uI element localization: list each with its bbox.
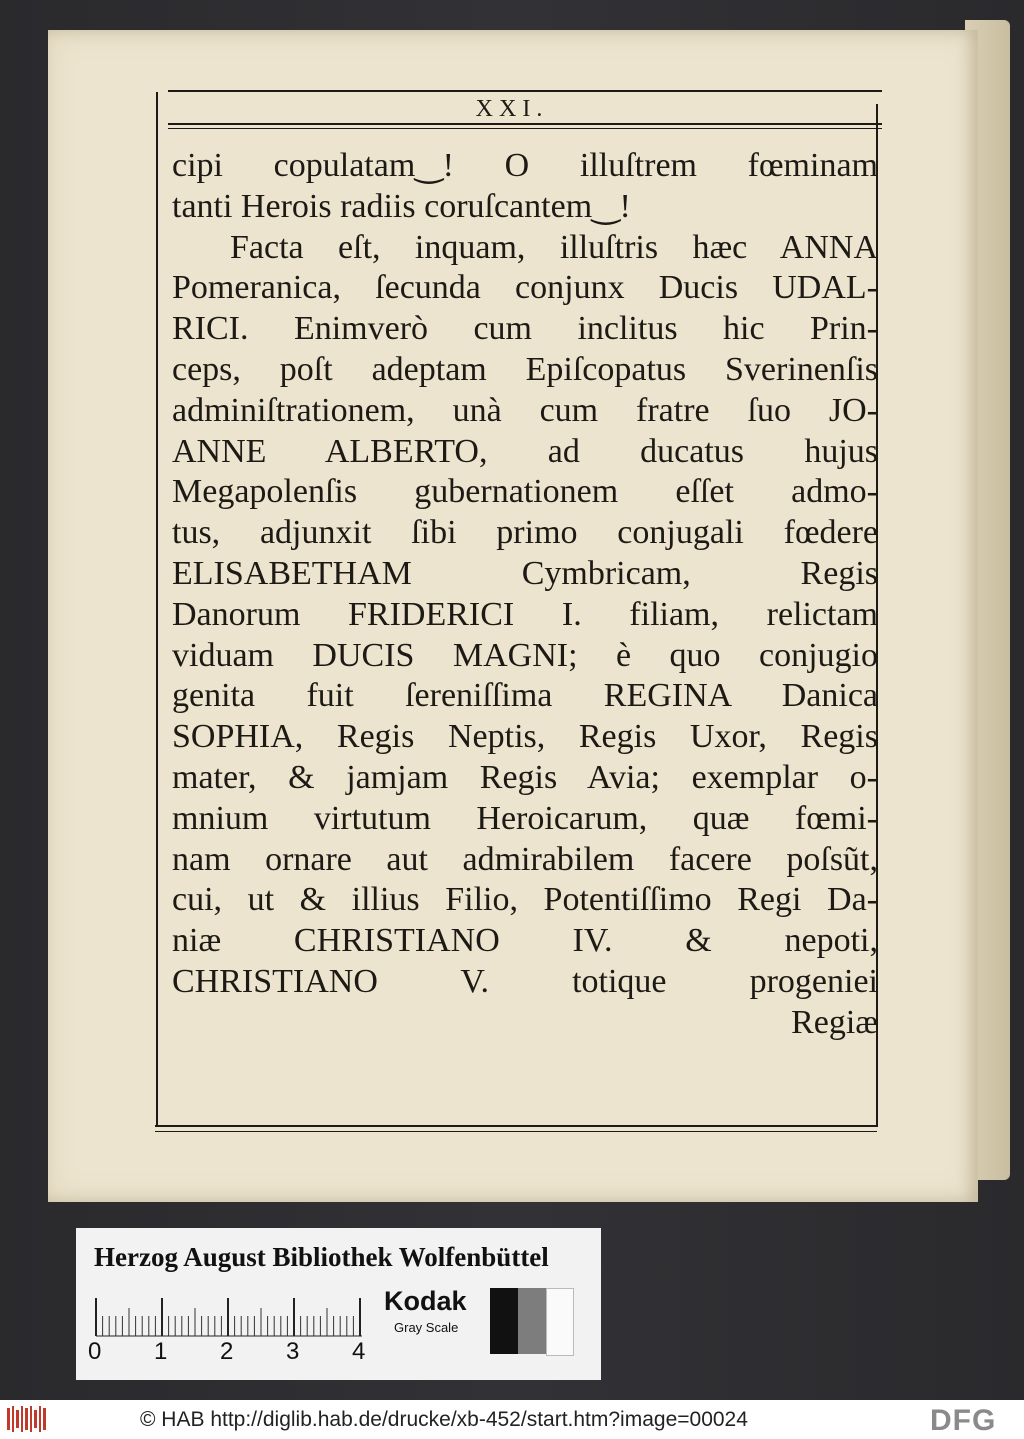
library-name: Herzog August Bibliothek Wolfenbüttel xyxy=(94,1242,549,1272)
text-line: ELISABETHAM Cymbricam, Regis xyxy=(172,554,878,592)
page-number: XXI. xyxy=(475,96,549,122)
text-line: adminiſtrationem, unà cum fratre ſuo JO- xyxy=(172,391,878,429)
text-line: nam ornare aut admirabilem facere poſsũt, xyxy=(172,840,878,878)
kodak-logo: Kodak xyxy=(384,1286,467,1316)
ruler-number: 2 xyxy=(220,1338,234,1365)
text-line: Facta eſt, inquam, illuſtris hæc ANNA xyxy=(230,228,878,266)
frame-rule-left xyxy=(156,92,158,1127)
text-line: CHRISTIANO V. totique progeniei xyxy=(172,962,878,1000)
text-line: Megapolenſis gubernationem eſſet admo- xyxy=(172,473,878,511)
text-line: ceps, poſt adeptam Epiſcopatus Sverinenſis xyxy=(172,350,878,388)
gray-patch-black xyxy=(490,1288,518,1354)
ruler-number: 0 xyxy=(88,1338,102,1365)
text-line: tus, adjunxit ſibi primo conjugali fœdere xyxy=(172,514,878,552)
text-line: ANNE ALBERTO, ad ducatus hujus xyxy=(172,432,878,470)
text-line: genita fuit ſereniſſima REGINA Danica xyxy=(172,677,878,715)
ruler-numbers xyxy=(88,1338,388,1368)
ruler-number: 4 xyxy=(352,1338,366,1365)
text-line: Pomeranica, ſecunda conjunx Ducis UDAL- xyxy=(172,269,878,307)
text-line: tanti Herois radiis coruſcantem‿! xyxy=(172,187,631,225)
catchword: Regiæ xyxy=(791,1003,878,1041)
gray-scale-label: Gray Scale xyxy=(394,1320,459,1335)
gray-patch-white xyxy=(546,1288,574,1356)
text-line: viduam DUCIS MAGNI; è quo conjugio xyxy=(172,636,878,674)
text-line: mater, & jamjam Regis Avia; exemplar o- xyxy=(172,758,878,796)
footer-credit: © HAB http://diglib.hab.de/drucke/xb-452/start.htm?image=00024 xyxy=(140,1408,748,1431)
text-line: mnium virtutum Heroicarum, quæ fœmi- xyxy=(172,799,878,837)
frame-rule-header-bottom-thin xyxy=(168,128,882,129)
text-block xyxy=(172,146,878,1044)
frame-rule-header-bottom xyxy=(168,123,882,125)
text-line: cipi copulatam‿! O illuſtrem fœminam xyxy=(172,147,878,184)
ruler-scale xyxy=(92,1296,362,1340)
text-line: Danorum FRIDERICI I. filiam, relictam xyxy=(172,595,878,633)
ruler-number: 1 xyxy=(154,1338,168,1365)
calibration-card xyxy=(76,1228,601,1380)
ruler-number: 3 xyxy=(286,1338,300,1365)
text-line: niæ CHRISTIANO IV. & nepoti, xyxy=(172,922,878,960)
dfg-logo: DFG xyxy=(930,1404,997,1437)
frame-rule-bottom-thin xyxy=(155,1131,877,1132)
text-line: cui, ut & illius Filio, Potentiſſimo Regi Da- xyxy=(172,881,878,919)
text-line: SOPHIA, Regis Neptis, Regis Uxor, Regis xyxy=(172,718,878,756)
frame-rule-bottom xyxy=(155,1125,877,1127)
frame-rule-top xyxy=(168,90,882,92)
gray-patch-mid xyxy=(518,1288,546,1354)
text-line: RICI. Enimverò cum inclitus hic Prin- xyxy=(172,310,878,348)
hab-barcode-icon xyxy=(6,1404,48,1434)
